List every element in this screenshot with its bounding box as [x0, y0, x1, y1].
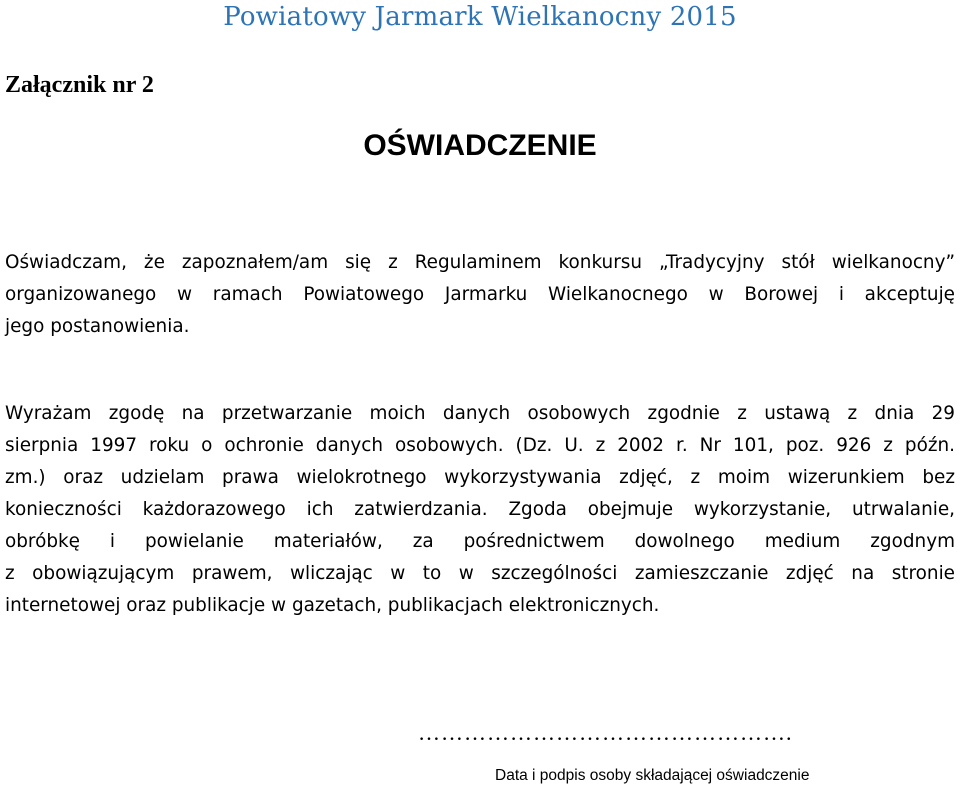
attachment-label: Załącznik nr 2 [5, 72, 154, 98]
page-header-title [0, 2, 960, 32]
paragraph-line: obróbkę i powielanie materiałów, za pośrednictwem dowolnego medium zgodnym [5, 531, 955, 552]
paragraph-line: organizowanego w ramach Powiatowego Jarmarku Wielkanocnego w Borowej i akceptuję [5, 284, 955, 305]
signature-line: …………………………………………. [418, 720, 793, 745]
paragraph-line: zm.) oraz udzielam prawa wielokrotnego wykorzystywania zdjęć, z moim wizerunkiem bez [5, 467, 955, 488]
paragraph-line: internetowej oraz publikacje w gazetach, publikacjach elektronicznych. [5, 595, 660, 616]
paragraph-line: z obowiązującym prawem, wliczając w to w szczególności zamieszczanie zdjęć na stronie [5, 563, 955, 584]
signature-caption: Data i podpis osoby składającej oświadczenie [495, 767, 810, 784]
paragraph-consent-data-processing [5, 398, 955, 622]
paragraph-line: konieczności każdorazowego ich zatwierdzania. Zgoda obejmuje wykorzystanie, utrwalanie, [5, 499, 955, 520]
header-title-text: Powiatowy Jarmark Wielkanocny 2015 [223, 2, 737, 32]
document-title: OŚWIADCZENIE [363, 129, 597, 162]
paragraph-consent-regulations [5, 247, 955, 343]
paragraph-line: sierpnia 1997 roku o ochronie danych osobowych. (Dz. U. z 2002 r. Nr 101, poz. 926 z późn. [5, 435, 955, 456]
paragraph-line: Oświadczam, że zapoznałem/am się z Regulaminem konkursu „Tradycyjny stół wielkanocny” [5, 252, 955, 273]
paragraph-line: jego postanowienia. [5, 316, 190, 337]
paragraph-line: Wyrażam zgodę na przetwarzanie moich danych osobowych zgodnie z ustawą z dnia 29 [5, 403, 955, 424]
